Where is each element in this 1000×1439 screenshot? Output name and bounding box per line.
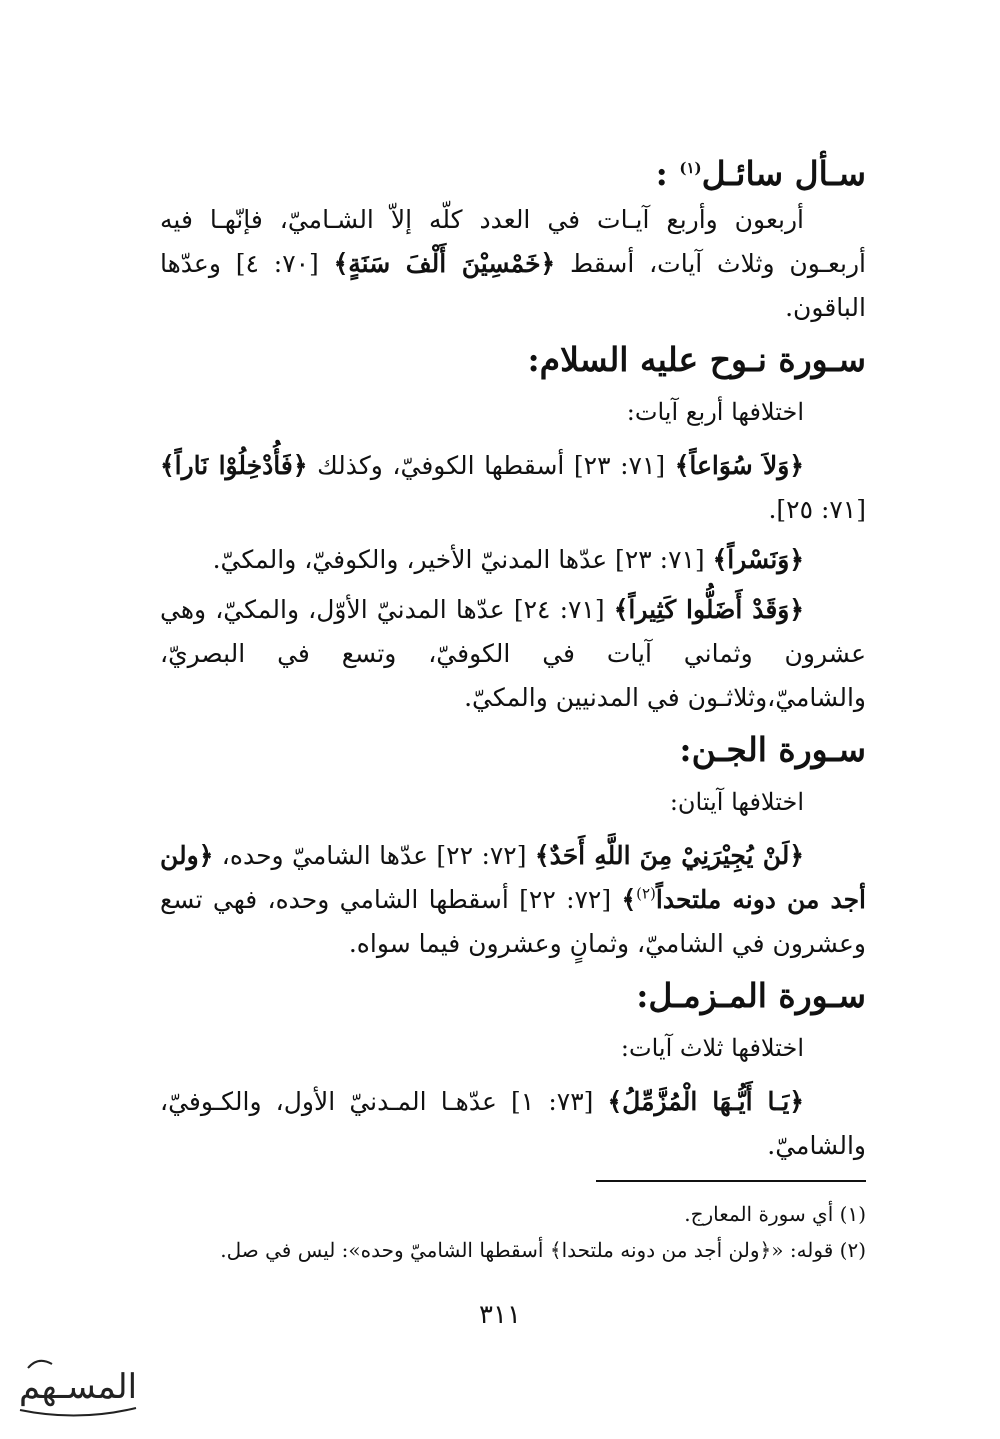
body-text: [٧٢: ٢٢] أسقطها الشامي وحده، فهي تسع وعشرون في الشاميّ، وثمانٍ وعشرون فيما سواه. <box>160 885 866 958</box>
heading-surah-muzzammil: سـورة المـزمـل: <box>636 976 866 1015</box>
footnote-1: (١) أي سورة المعارج. <box>684 1202 866 1226</box>
watermark-text: المسـهم <box>18 1367 138 1407</box>
quran-quote: ﴿لَنْ يُجِيْرَنِيْ مِنَ اللَّهِ أَحَدٌ﴾ <box>534 841 804 870</box>
body-text: أربعون وأربع آيـات في العدد كلّه إلاّ الشـاميّ، فإنّهـا فيه أربعـون وثلاث آيات، أسقط <box>160 205 866 278</box>
body-text: [٧٠: ٤] وعدّها الباقون. <box>160 249 866 322</box>
paragraph-nuh-1 <box>160 444 866 532</box>
paragraph-nuh-3 <box>160 588 866 720</box>
heading-surah-jinn: سـورة الجـن: <box>679 730 866 769</box>
quran-quote: ﴿يَـا أَيُّـهَا الْمُزَّمِّلُ﴾ <box>607 1087 804 1116</box>
footnote-ref-1: (١) <box>679 159 702 177</box>
paragraph-muzzammil-1 <box>160 1080 866 1168</box>
quran-quote: ﴿وَقَدْ أَضَلُّوا كَثِيراً﴾ <box>613 595 805 624</box>
body-text: [٧١: ٢٣] أسقطها الكوفيّ، وكذلك <box>307 451 675 480</box>
page-body <box>160 150 866 1174</box>
paragraph-jinn-1 <box>160 834 866 966</box>
page-number: ٣١١ <box>479 1300 521 1330</box>
quran-quote: ﴾ <box>621 885 637 914</box>
body-text: [٧١: ٢٥]. <box>768 495 866 524</box>
body-text: [٧٢: ٢٢] عدّها الشاميّ وحده، <box>213 841 535 870</box>
heading-colon: : <box>655 154 680 193</box>
quran-quote: ﴿ولن أجد من دونه ملتحداً <box>160 841 867 914</box>
subheading-jinn-differences: اختلافها آيتان: <box>669 788 804 816</box>
paragraph-nuh-2 <box>160 538 866 582</box>
heading-saal-sail <box>160 150 866 198</box>
heading-surah-nuh: سـورة نـوح عليه السلام: <box>527 340 866 379</box>
footnote-ref: (٢) <box>636 884 656 903</box>
body-text: [٧١: ٢٤] عدّها المدنيّ الأوّل، والمكيّ، وهي عشرون وثماني آيات في الكوفيّ، وتسع في البصريّ، والشاميّ،وثلاثـون في المدنيين والمكيّ. <box>160 595 866 712</box>
quran-quote: ﴿وَلاَ سُوَاعاً﴾ <box>674 451 804 480</box>
body-text: [٧٣: ١] عدّهـا المـدنيّ الأول، والكـوفيّ، والشاميّ. <box>160 1087 866 1160</box>
footnote-2: (٢) قوله: «﴿ولن أجد من دونه ملتحدا﴾ أسقطها الشاميّ وحده»: ليس في صل. <box>220 1238 866 1262</box>
quran-quote: ﴿وَنَسْراً﴾ <box>712 545 804 574</box>
quran-quote: ﴿خَمْسِيْنَ أَلْفَ سَنَةٍ﴾ <box>333 249 556 278</box>
paragraph-saal-sail <box>160 198 866 330</box>
heading-text: سـأل سائـل <box>701 154 866 193</box>
footnotes <box>200 1196 866 1268</box>
subheading-nuh-differences: اختلافها أربع آيات: <box>626 398 804 426</box>
quran-quote: ﴿فَأُدْخِلُوْا نَاراً﴾ <box>160 451 308 480</box>
subheading-muzzammil-differences: اختلافها ثلاث آيات: <box>620 1034 804 1062</box>
footnote-divider <box>596 1180 866 1182</box>
watermark-logo <box>8 1350 148 1430</box>
body-text: [٧١: ٢٣] عدّها المدنيّ الأخير، والكوفيّ، والمكيّ. <box>212 545 713 574</box>
